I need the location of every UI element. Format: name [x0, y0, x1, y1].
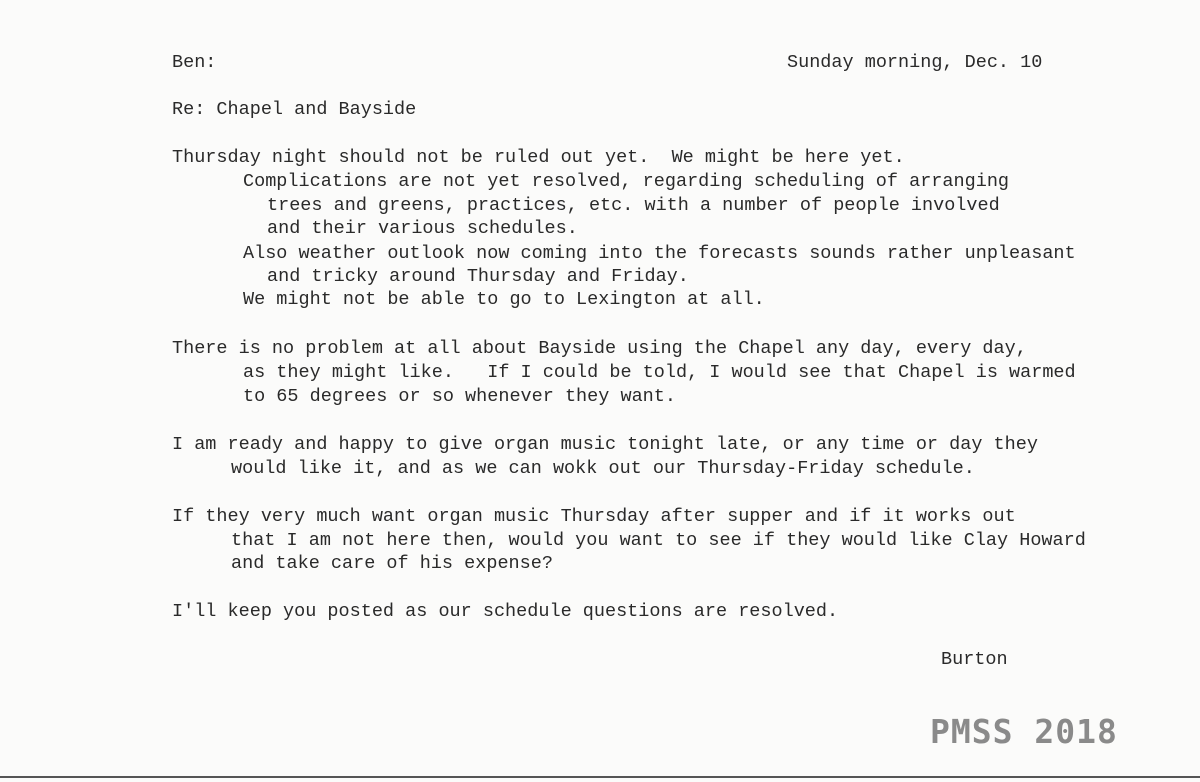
para1-line1: Thursday night should not be ruled out yet. We might be here yet.: [172, 147, 905, 168]
para3-line2: would like it, and as we can wokk out our Thursday-Friday schedule.: [231, 458, 975, 479]
para1-line6: and tricky around Thursday and Friday.: [267, 266, 689, 287]
para2-line2: as they might like. If I could be told, I would see that Chapel is warmed: [243, 362, 1076, 383]
para1-line7: We might not be able to go to Lexington at all.: [243, 289, 765, 310]
archive-watermark: PMSS 2018: [930, 712, 1118, 751]
para2-line1: There is no problem at all about Bayside using the Chapel any day, every day,: [172, 338, 1027, 359]
subject-line: Re: Chapel and Bayside: [172, 99, 417, 120]
signature: Burton: [941, 649, 1008, 670]
para1-line4: and their various schedules.: [267, 218, 578, 239]
para5-line1: I'll keep you posted as our schedule questions are resolved.: [172, 601, 839, 622]
para4-line3: and take care of his expense?: [231, 553, 553, 574]
letter-date: Sunday morning, Dec. 10: [787, 52, 1043, 73]
salutation: Ben:: [172, 52, 217, 73]
para3-line1: I am ready and happy to give organ music tonight late, or any time or day they: [172, 434, 1038, 455]
para1-line5: Also weather outlook now coming into the forecasts sounds rather unpleasant: [243, 243, 1076, 264]
para1-line3: trees and greens, practices, etc. with a number of people involved: [267, 195, 1000, 216]
para2-line3: to 65 degrees or so whenever they want.: [243, 386, 676, 407]
para1-line2: Complications are not yet resolved, regarding scheduling of arranging: [243, 171, 1010, 192]
para4-line1: If they very much want organ music Thursday after supper and if it works out: [172, 506, 1016, 527]
page-bottom-edge: [0, 776, 1200, 778]
para4-line2: that I am not here then, would you want to see if they would like Clay Howard: [231, 530, 1086, 551]
